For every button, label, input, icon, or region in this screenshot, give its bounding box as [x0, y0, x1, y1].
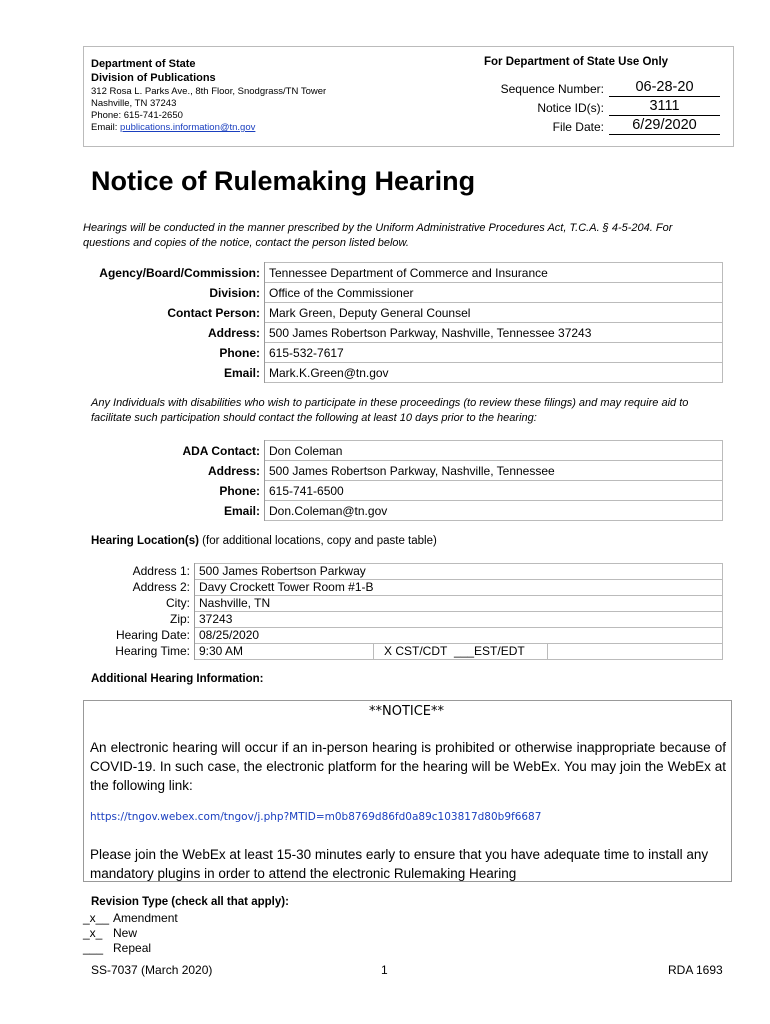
- hearing-time-label: Hearing Time:: [86, 644, 195, 660]
- table-row: [86, 461, 723, 481]
- hearing-location-note: (for additional locations, copy and paste table): [198, 535, 437, 547]
- division-name: Division of Publications: [91, 72, 216, 84]
- zip-label: Zip:: [86, 612, 195, 628]
- sequence-number-label: Sequence Number:: [500, 82, 604, 96]
- rda-number: RDA 1693: [668, 963, 723, 977]
- file-date-value: 6/29/2020: [609, 117, 720, 135]
- phone-label: Phone:: [86, 343, 265, 363]
- list-item: [83, 926, 178, 941]
- agency-value: Tennessee Department of Commerce and Insurance: [265, 263, 723, 283]
- address-label: Address:: [86, 323, 265, 343]
- agency-label: Agency/Board/Commission:: [86, 263, 265, 283]
- notice-title: **NOTICE**: [368, 704, 445, 719]
- division-value: Office of the Commissioner: [265, 283, 723, 303]
- table-row: [86, 580, 723, 596]
- hearing-location-heading: [91, 535, 437, 547]
- department-name: Department of State: [91, 58, 196, 70]
- revision-mark: _x__: [83, 911, 110, 925]
- table-row: [86, 612, 723, 628]
- notice-paragraph-2: Please join the WebEx at least 15-30 minutes early to ensure that you have adequate time to install any mandatory plugins in order to attend the electronic Rulemaking Hearing: [90, 847, 709, 881]
- office-email-line: [91, 122, 255, 134]
- page-number: 1: [381, 963, 388, 977]
- intro-text: Hearings will be conducted in the manner prescribed by the Uniform Administrative Procedures Act, T.C.A. § 4-5-204. For questions and copies of the notice, contact the person listed below.: [83, 222, 673, 249]
- additional-info-heading: Additional Hearing Information:: [91, 673, 264, 685]
- ada-email-value: Don.Coleman@tn.gov: [265, 501, 723, 521]
- list-item: [83, 911, 178, 926]
- ada-email-label: Email:: [86, 501, 265, 521]
- table-row: [86, 596, 723, 612]
- ada-phone-value: 615-741-6500: [265, 481, 723, 501]
- revision-label: Repeal: [113, 941, 152, 955]
- zip-value: 37243: [195, 612, 723, 628]
- email-label: Email:: [91, 122, 121, 133]
- ada-address-value: 500 James Robertson Parkway, Nashville, Tennessee: [265, 461, 723, 481]
- table-row: [86, 263, 723, 283]
- sequence-number-value: 06-28-20: [609, 79, 720, 97]
- office-city: Nashville, TN 37243: [91, 98, 177, 109]
- table-row: [86, 363, 723, 383]
- email-value: Mark.K.Green@tn.gov: [265, 363, 723, 383]
- table-row: [86, 481, 723, 501]
- revision-type-heading: Revision Type (check all that apply):: [91, 896, 289, 908]
- address2-label: Address 2:: [86, 580, 195, 596]
- ada-phone-label: Phone:: [86, 481, 265, 501]
- table-row: [86, 441, 723, 461]
- table-row: [86, 628, 723, 644]
- address1-label: Address 1:: [86, 564, 195, 580]
- office-email-link[interactable]: publications.information@tn.gov: [120, 122, 256, 133]
- webex-link[interactable]: https://tngov.webex.com/tngov/j.php?MTID=m0b8769d86fd0a89c103817d80b9f6687: [90, 811, 542, 823]
- timezone-options: [374, 644, 548, 660]
- hearing-date-value: 08/25/2020: [195, 628, 723, 644]
- page-title: Notice of Rulemaking Hearing: [91, 166, 476, 196]
- contact-person-label: Contact Person:: [86, 303, 265, 323]
- division-label: Division:: [86, 283, 265, 303]
- table-row: [86, 283, 723, 303]
- city-value: Nashville, TN: [195, 596, 723, 612]
- hearing-date-label: Hearing Date:: [86, 628, 195, 644]
- notice-paragraph-1: An electronic hearing will occur if an in-person hearing is prohibited or otherwise inappropriate because of COVID-19. In such case, the electronic platform for the hearing will be WebEx. You may join the WebEx at the following link:: [90, 740, 726, 793]
- table-row: [86, 303, 723, 323]
- table-row: [86, 644, 723, 660]
- ada-table: [86, 440, 723, 521]
- office-phone: Phone: 615-741-2650: [91, 110, 183, 121]
- hearing-location-title: Hearing Location(s): [91, 535, 199, 547]
- address2-value: Davy Crockett Tower Room #1-B: [195, 580, 723, 596]
- list-item: [83, 941, 178, 956]
- email-label: Email:: [86, 363, 265, 383]
- table-row: [86, 564, 723, 580]
- table-row: [86, 501, 723, 521]
- ada-address-label: Address:: [86, 461, 265, 481]
- tz-cst: X CST/CDT: [384, 644, 448, 658]
- location-table: [86, 563, 723, 660]
- hearing-time-value: 9:30 AM: [195, 644, 374, 660]
- city-label: City:: [86, 596, 195, 612]
- office-address: 312 Rosa L. Parks Ave., 8th Floor, Snodgrass/TN Tower: [91, 86, 327, 97]
- address-value: 500 James Robertson Parkway, Nashville, Tennessee 37243: [265, 323, 723, 343]
- table-row: [86, 343, 723, 363]
- notice-id-value: 3111: [609, 98, 720, 116]
- address1-value: 500 James Robertson Parkway: [195, 564, 723, 580]
- state-use-only-heading: For Department of State Use Only: [484, 56, 669, 68]
- agency-table: [86, 262, 723, 383]
- revision-label: Amendment: [113, 911, 178, 925]
- form-number: SS-7037 (March 2020): [91, 963, 213, 977]
- tz-est: ___EST/EDT: [454, 644, 525, 658]
- ada-contact-value: Don Coleman: [265, 441, 723, 461]
- revision-label: New: [113, 926, 138, 940]
- revision-mark: ___: [83, 941, 104, 955]
- revision-list: [83, 911, 178, 956]
- table-row: [86, 323, 723, 343]
- contact-person-value: Mark Green, Deputy General Counsel: [265, 303, 723, 323]
- ada-text: Any Individuals with disabilities who wish to participate in these proceedings (to review these filings) and may require aid to facilitate such participation should contact the following at least 10 days prior to the hearing:: [91, 397, 689, 424]
- notice-id-label: Notice ID(s):: [537, 101, 604, 115]
- location-empty-cell: [548, 644, 723, 660]
- revision-mark: _x_: [83, 926, 103, 940]
- ada-contact-label: ADA Contact:: [86, 441, 265, 461]
- phone-value: 615-532-7617: [265, 343, 723, 363]
- file-date-label: File Date:: [552, 120, 604, 134]
